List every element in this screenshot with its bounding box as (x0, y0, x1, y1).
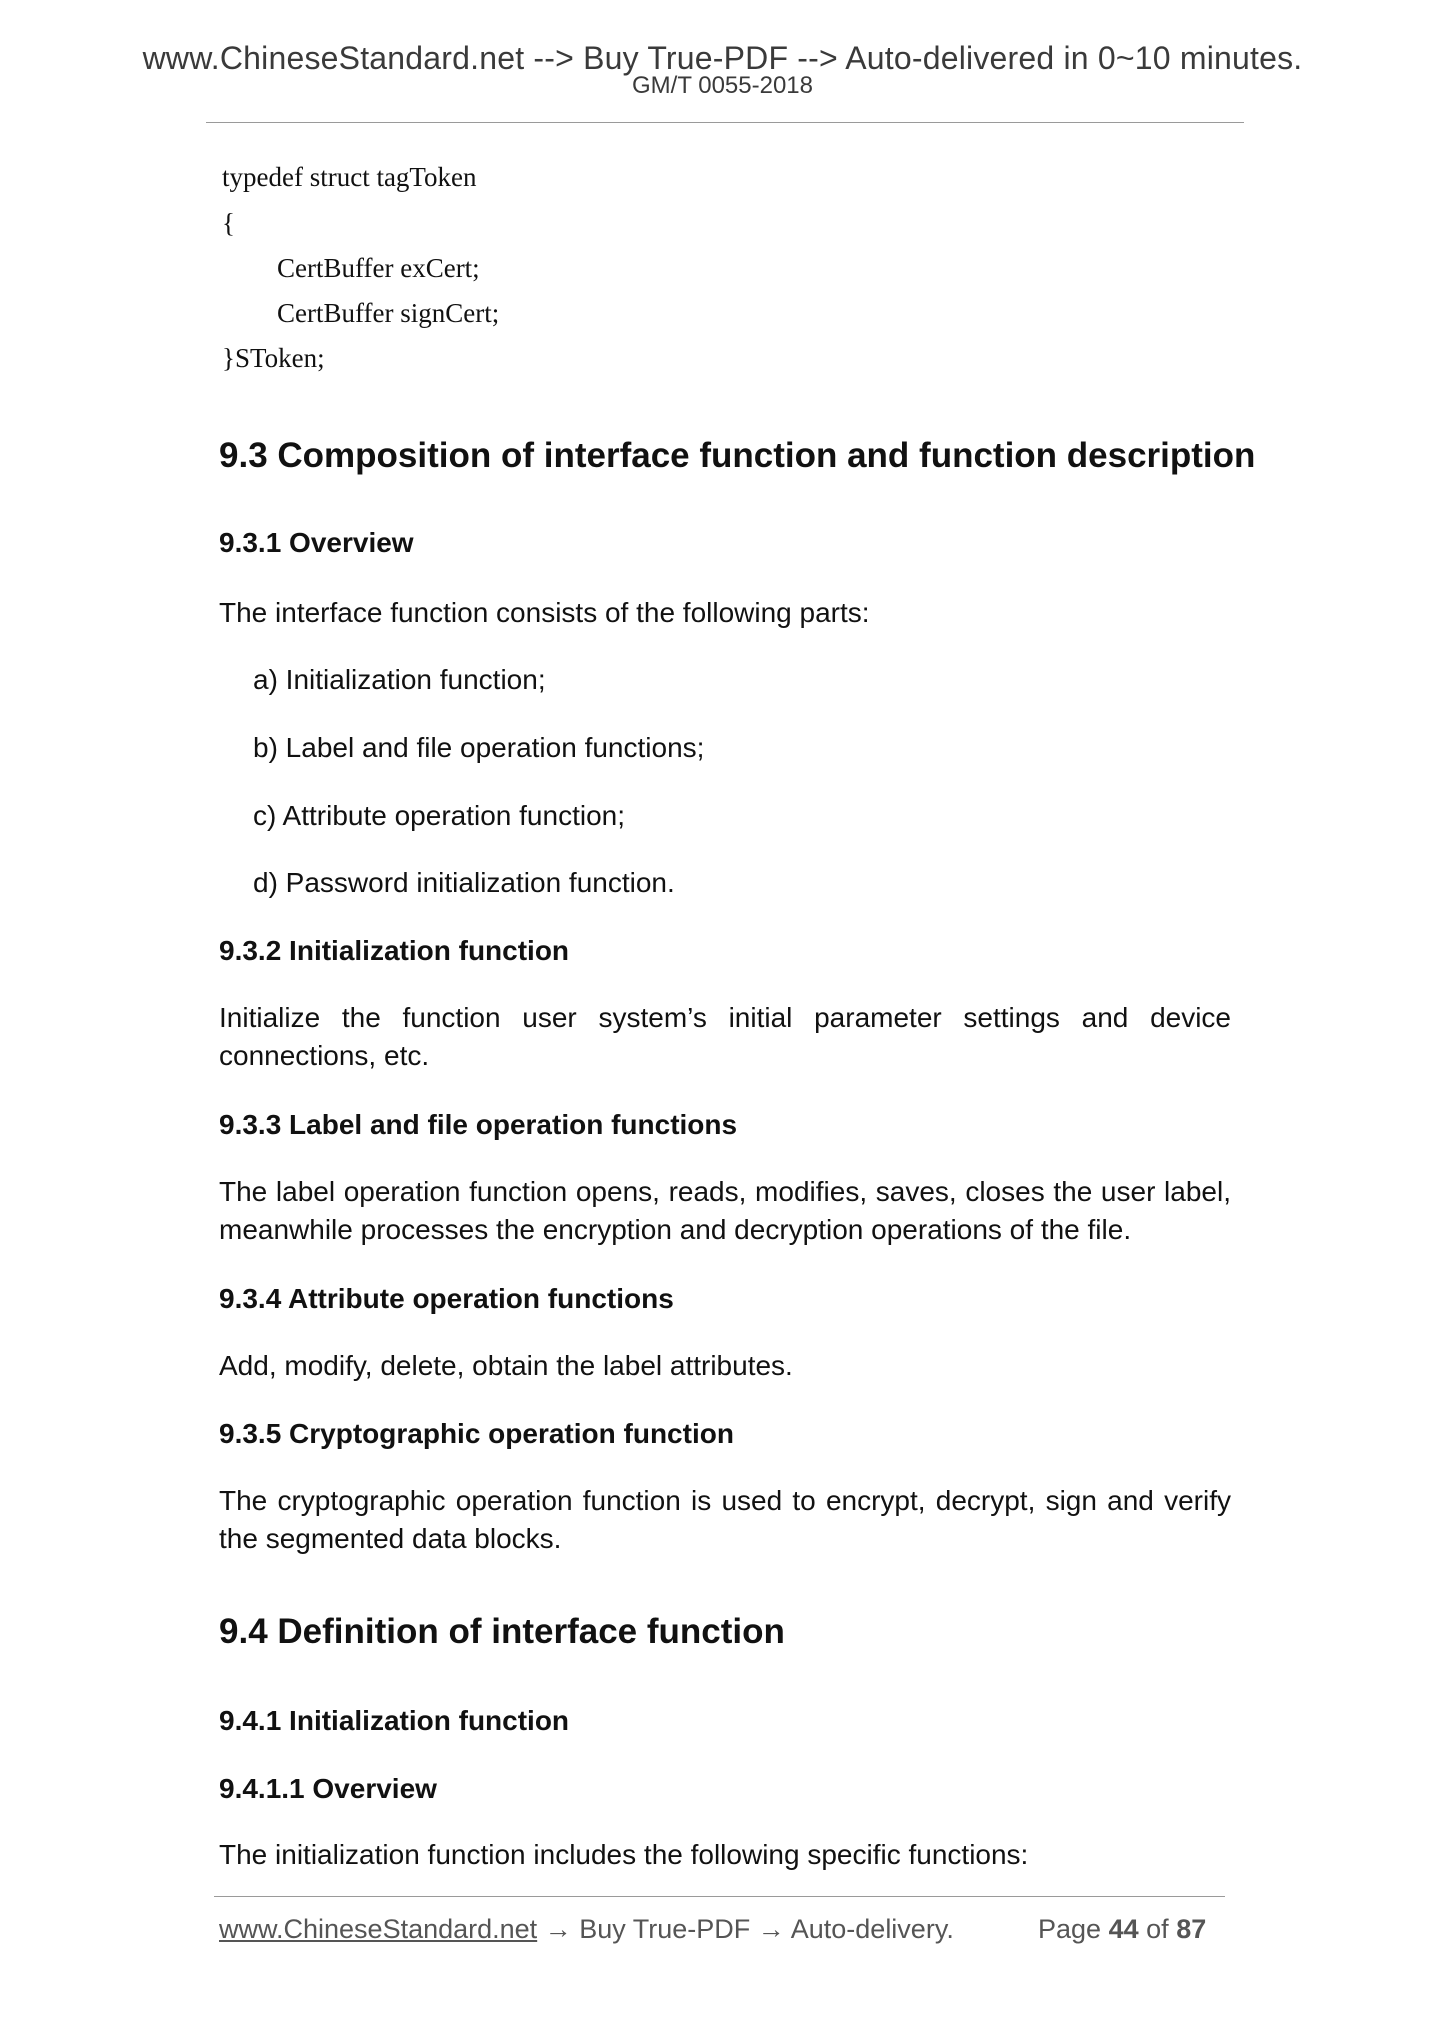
code-line: CertBuffer exCert; (277, 253, 480, 283)
list-item: a) Initialization function; (253, 664, 546, 695)
list-item: b) Label and file operation functions; (253, 732, 705, 763)
list-item: c) Attribute operation function; (253, 800, 625, 831)
header-divider (206, 122, 1244, 123)
code-line: typedef struct tagToken (222, 162, 477, 192)
page-of: of (1146, 1914, 1169, 1944)
page-number (1038, 1913, 1206, 1945)
section-heading-9-4-1: 9.4.1 Initialization function (219, 1705, 570, 1736)
section-heading-9-3-5: 9.3.5 Cryptographic operation function (219, 1418, 734, 1449)
paragraph-9-3-1: The interface function consists of the following parts: (219, 597, 870, 628)
paragraph-9-4-1-1: The initialization function includes the following specific functions: (219, 1839, 1029, 1870)
section-heading-9-3: 9.3 Composition of interface function and function description (219, 436, 1256, 475)
footer-promo (219, 1913, 954, 1945)
section-heading-9-3-4: 9.3.4 Attribute operation functions (219, 1283, 674, 1314)
footer-divider (214, 1896, 1225, 1897)
paragraph-9-3-3: The label operation function opens, reads, modifies, saves, closes the user label, meanwhile processes the encryption and decryption operations of the file. (219, 1176, 1231, 1245)
section-heading-9-3-2: 9.3.2 Initialization function (219, 935, 570, 966)
code-line: }SToken; (222, 343, 325, 373)
section-heading-9-3-1: 9.3.1 Overview (219, 527, 414, 558)
page-total: 87 (1176, 1914, 1207, 1944)
code-line: CertBuffer signCert; (277, 298, 500, 328)
footer-tagline: → Buy True-PDF → Auto-delivery. (537, 1914, 954, 1944)
footer-site-link[interactable]: www.ChineseStandard.net (219, 1914, 538, 1944)
document-id: GM/T 0055-2018 (632, 72, 813, 99)
section-heading-9-4-1-1: 9.4.1.1 Overview (219, 1773, 437, 1804)
paragraph-9-3-2: Initialize the function user system’s initial parameter settings and device connections, etc. (219, 1002, 1231, 1071)
section-heading-9-4: 9.4 Definition of interface function (219, 1612, 785, 1651)
header-banner: www.ChineseStandard.net --> Buy True-PDF --> Auto-delivered in 0~10 minutes. (142, 40, 1303, 76)
section-heading-9-3-3: 9.3.3 Label and file operation functions (219, 1109, 738, 1140)
list-item: d) Password initialization function. (253, 867, 675, 898)
paragraph-9-3-4: Add, modify, delete, obtain the label attributes. (219, 1350, 793, 1381)
page-current: 44 (1108, 1914, 1139, 1944)
page-label: Page (1038, 1914, 1102, 1944)
code-line: { (222, 208, 235, 238)
paragraph-9-3-5: The cryptographic operation function is used to encrypt, decrypt, sign and verify the segmented data blocks. (219, 1485, 1231, 1554)
